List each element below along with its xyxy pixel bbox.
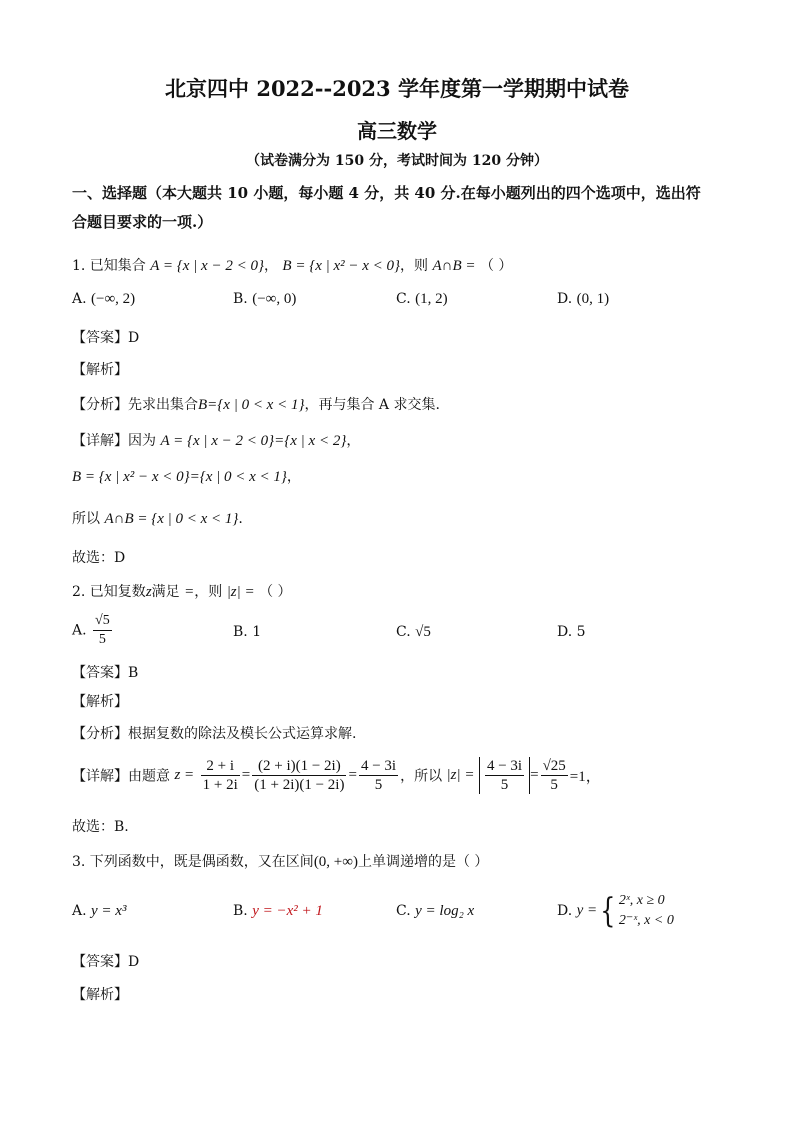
question-2: 2. 已知复数z满足 =，则 |z| = （ ） xyxy=(72,584,292,600)
q2-analysis-label: 【解析】 xyxy=(72,694,128,710)
q1-chosen: 故选：D xyxy=(72,550,126,566)
q1-option-c: C. (1, 2) xyxy=(396,291,448,307)
q2-option-c: C. √5 xyxy=(396,624,431,640)
section-heading-line2: 合题目要求的一项.） xyxy=(72,213,213,231)
q2-option-a: A. $\frac{√5}{5}$ xyxy=(72,613,110,647)
q3-answer: 【答案】D xyxy=(72,954,140,970)
q2-fenxi: 【分析】根据复数的除法及模长公式运算求解. xyxy=(72,726,357,742)
q3-option-b: B. y = −x² + 1 xyxy=(233,903,323,919)
q2-chosen: 故选：B. xyxy=(72,819,129,835)
q1-analysis-label: 【解析】 xyxy=(72,362,128,378)
q3-option-c: C. y = log₂ x xyxy=(396,903,475,919)
q1-detail-line3: 所以 A∩B = {x | 0 < x < 1}. xyxy=(72,511,243,527)
section-heading-line1: 一、选择题（本大题共 10 小题，每小题 4 分，共 40 分.在每小题列出的四个选项中，选出符 xyxy=(72,184,701,202)
question-1: 1. 已知集合 A = {x | x − 2 < 0}， B = {x | x² − x < 0}，则 A∩B = （ ） xyxy=(72,258,513,274)
exam-title: 北京四中 2022--2023 学年度第一学期期中试卷 xyxy=(165,76,629,101)
q1-option-d: D. (0, 1) xyxy=(557,291,610,307)
exam-subject: 高三数学 xyxy=(357,119,437,143)
q1-detail-line1: 【详解】因为 A = {x | x − 2 < 0}={x | x < 2}， xyxy=(72,433,361,449)
q1-option-a: A. (−∞, 2) xyxy=(72,291,136,307)
q1-fenxi: 【分析】先求出集合B={x | 0 < x < 1}，再与集合 A 求交集. xyxy=(72,397,440,413)
q1-answer: 【答案】D xyxy=(72,330,140,346)
piecewise-brace: { xyxy=(600,891,616,931)
q3-analysis-label: 【解析】 xyxy=(72,987,128,1003)
complex-equation: = xyxy=(184,584,195,600)
q2-answer: 【答案】B xyxy=(72,665,139,681)
q2-option-b: B. 1 xyxy=(233,624,262,640)
q3-option-a: A. y = x³ xyxy=(72,903,127,919)
q1-detail-line2: B = {x | x² − x < 0}={x | 0 < x < 1}， xyxy=(72,469,301,485)
q1-option-b: B. (−∞, 0) xyxy=(233,291,297,307)
set-a: A = {x | x − 2 < 0} xyxy=(150,258,264,274)
q2-option-d: D. 5 xyxy=(557,624,586,640)
q2-detail: 【详解】由题意 z = $\frac{2 + i}{1 + 2i}$ = $\frac{(2 + i)(1 - 2i)}{(1 + 2i)(1 - 2i)}$ = $\frac{4 - 3i}{5}$ ，所以 |z| = $\frac{4 - 3i}{5}$ = $\frac{√25}{5}$ =1， xyxy=(72,758,601,793)
q3-option-d: D. y ={ 2ˣ, x ≥ 0 2⁻ˣ, x < 0 xyxy=(557,891,674,931)
question-3: 3. 下列函数中，既是偶函数，又在区间(0, +∞)上单调递增的是（ ） xyxy=(72,854,489,870)
set-b: B = {x | x² − x < 0} xyxy=(282,258,401,274)
intersection-expr: A∩B = xyxy=(432,258,476,274)
exam-note: （试卷满分为 150 分，考试时间为 120 分钟） xyxy=(246,153,548,169)
